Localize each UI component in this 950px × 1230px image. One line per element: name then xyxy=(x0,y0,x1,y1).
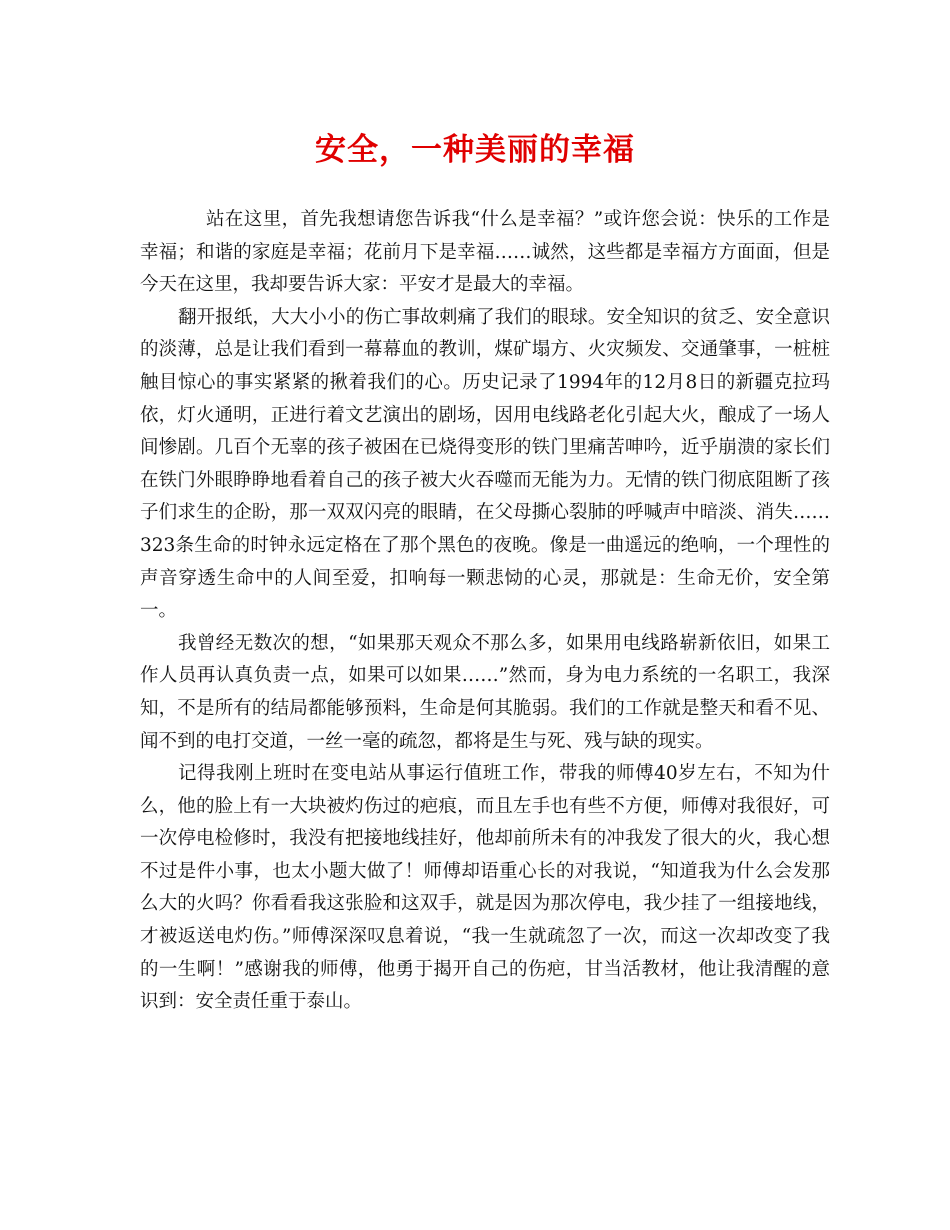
paragraph-3: 我曾经无数次的想，“如果那天观众不那么多，如果用电线路崭新依旧，如果工作人员再认真负责一点，如果可以如果……”然而，身为电力系统的一名职工，我深知，不是所有的结局都能够预料，生命是何其脆弱。我们的工作就是整天和看不见、闻不到的电打交道，一丝一毫的疏忽，都将是生与死、残与缺的现实。 xyxy=(140,632,830,752)
paragraph-1: 站在这里，首先我想请您告诉我“什么是幸福？”或许您会说：快乐的工作是幸福；和谐的家庭是幸福；花前月下是幸福……诚然，这些都是幸福方方面面，但是今天在这里，我却要告诉大家：平安才是最大的幸福。 xyxy=(140,209,830,296)
paragraph-4: 记得我刚上班时在变电站从事运行值班工作，带我的师傅40岁左右，不知为什么，他的脸上有一大块被灼伤过的疤痕，而且左手也有些不方便，师傅对我很好，可一次停电检修时，我没有把接地线挂好，他却前所未有的冲我发了很大的火，我心想不过是件小事，也太小题大做了！师傅却语重心长的对我说，“知道我为什么会发那么大的火吗？你看看我这张脸和这双手，就是因为那次停电，我少挂了一组接地线，才被返送电灼伤。”师傅深深叹息着说，“我一生就疏忽了一次，而这一次却改变了我的一生啊！”感谢我的师傅，他勇于揭开自己的伤疤，甘当活教材，他让我清醒的意识到：安全责任重于泰山。 xyxy=(140,763,830,1013)
document-title: 安全，一种美丽的幸福 xyxy=(315,132,635,168)
paragraph-2: 翻开报纸，大大小小的伤亡事故刺痛了我们的眼球。安全知识的贫乏、安全意识的淡薄，总是让我们看到一幕幕血的教训，煤矿塌方、火灾频发、交通肇事，一桩桩触目惊心的事实紧紧的揪着我们的心。历史记录了1994年的12月8日的新疆克拉玛依，灯火通明，正进行着文艺演出的剧场，因用电线路老化引起大火，酿成了一场人间惨剧。几百个无辜的孩子被困在已烧得变形的铁门里痛苦呻吟，近乎崩溃的家长们在铁门外眼睁睁地看着自己的孩子被大火吞噬而无能为力。无情的铁门彻底阻断了孩子们求生的企盼，那一双双闪亮的眼睛，在父母撕心裂肺的呼喊声中暗淡、消失…… 323条生命的时钟永远定格在了那个黑色的夜晚。像是一曲遥远的绝响，一个理性的声音穿透生命中的人间至爱，扣响每一颗悲恸的心灵，那就是：生命无价，安全第一。 xyxy=(140,306,830,622)
document-body xyxy=(140,204,830,1019)
